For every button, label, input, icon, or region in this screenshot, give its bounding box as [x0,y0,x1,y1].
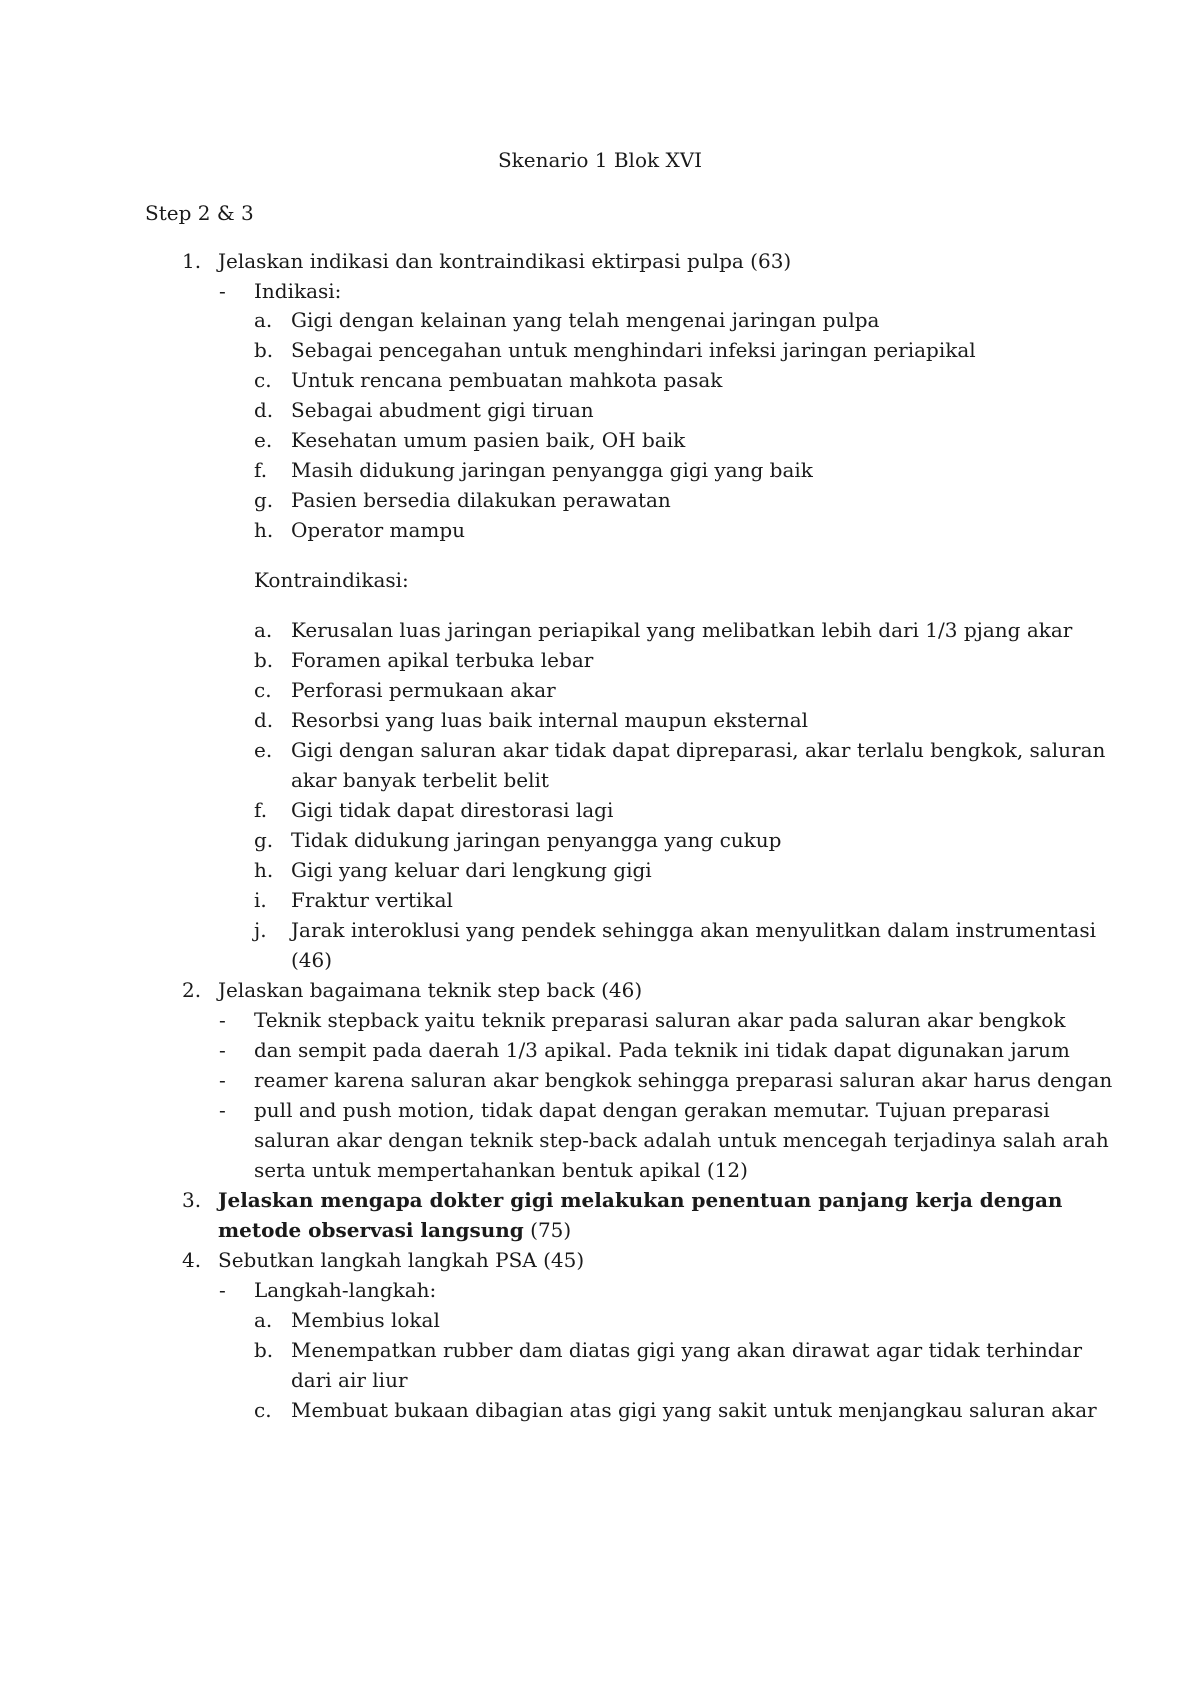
list-marker: b. [254,648,274,672]
list-marker: e. [254,738,273,762]
list-item: Perforasi permukaan akar [291,678,556,702]
list-marker: j. [254,918,267,942]
dash-marker: - [219,1098,226,1122]
list-item: Tidak didukung jaringan penyangga yang cukup [291,828,782,852]
q2-line-continuation: serta untuk mempertahankan bentuk apikal (12) [254,1158,748,1182]
list-item: Foramen apikal terbuka lebar [291,648,594,672]
step-heading: Step 2 & 3 [145,201,254,225]
list-item: Gigi dengan kelainan yang telah mengenai jaringan pulpa [291,308,880,332]
list-marker: g. [254,828,274,852]
list-item: Operator mampu [291,518,466,542]
list-item: Gigi tidak dapat direstorasi lagi [291,798,614,822]
list-marker: f. [254,458,268,482]
dash-marker: - [219,1278,226,1302]
list-item: Untuk rencana pembuatan mahkota pasak [291,368,723,392]
list-item: Gigi dengan saluran akar tidak dapat dipreparasi, akar terlalu bengkok, saluran [291,738,1106,762]
list-item: Membuat bukaan dibagian atas gigi yang sakit untuk menjangkau saluran akar [291,1398,1097,1422]
list-marker: h. [254,858,274,882]
list-item: Jarak interoklusi yang pendek sehingga akan menyulitkan dalam instrumentasi [291,918,1096,942]
q4-number: 4. [182,1248,202,1272]
langkah-label: Langkah-langkah: [254,1278,437,1302]
list-marker: d. [254,398,274,422]
list-marker: a. [254,618,273,642]
q3-text-bold-2: metode observasi langsung [218,1218,524,1242]
q2-line: pull and push motion, tidak dapat dengan gerakan memutar. Tujuan preparasi [254,1098,1050,1122]
list-marker: f. [254,798,268,822]
list-marker: a. [254,308,273,332]
list-marker: h. [254,518,274,542]
list-marker: e. [254,428,273,452]
list-item: Kesehatan umum pasien baik, OH baik [291,428,686,452]
kontraindikasi-label: Kontraindikasi: [254,568,409,592]
list-item: Masih didukung jaringan penyangga gigi yang baik [291,458,813,482]
dash-marker: - [219,1008,226,1032]
list-marker: a. [254,1308,273,1332]
list-marker: g. [254,488,274,512]
list-item: Resorbsi yang luas baik internal maupun eksternal [291,708,809,732]
list-item: Sebagai pencegahan untuk menghindari infeksi jaringan periapikal [291,338,976,362]
list-item: Pasien bersedia dilakukan perawatan [291,488,671,512]
list-marker: i. [254,888,267,912]
list-item-continuation: akar banyak terbelit belit [291,768,549,792]
list-marker: b. [254,338,274,362]
list-item: Kerusalan luas jaringan periapikal yang melibatkan lebih dari 1/3 pjang akar [291,618,1073,642]
dash-marker: - [219,1038,226,1062]
list-marker: c. [254,678,272,702]
q2-line: dan sempit pada daerah 1/3 apikal. Pada teknik ini tidak dapat digunakan jarum [254,1038,1070,1062]
list-item: Menempatkan rubber dam diatas gigi yang akan dirawat agar tidak terhindar [291,1338,1083,1362]
q2-line-continuation: saluran akar dengan teknik step-back adalah untuk mencegah terjadinya salah arah [254,1128,1109,1152]
q3-text-line2 [218,1214,571,1246]
list-item: Fraktur vertikal [291,888,453,912]
list-item: Sebagai abudment gigi tiruan [291,398,594,422]
q2-number: 2. [182,978,202,1002]
list-item-continuation: dari air liur [291,1368,408,1392]
list-marker: b. [254,1338,274,1362]
list-item: Membius lokal [291,1308,440,1332]
list-marker: d. [254,708,274,732]
q2-line: Teknik stepback yaitu teknik preparasi saluran akar pada saluran akar bengkok [254,1008,1066,1032]
list-item-continuation: (46) [291,948,333,972]
list-marker: c. [254,1398,272,1422]
indikasi-label: Indikasi: [254,279,342,303]
q4-text: Sebutkan langkah langkah PSA (45) [218,1248,585,1272]
q2-text: Jelaskan bagaimana teknik step back (46) [218,978,643,1002]
page-title: Skenario 1 Blok XVI [497,148,703,172]
q3-text-bold: Jelaskan mengapa dokter gigi melakukan penentuan panjang kerja dengan [218,1188,1063,1212]
dash-marker: - [219,279,226,303]
list-marker: c. [254,368,272,392]
q2-line: reamer karena saluran akar bengkok sehingga preparasi saluran akar harus dengan [254,1068,1113,1092]
q1-number: 1. [182,249,202,273]
q1-text: Jelaskan indikasi dan kontraindikasi ektirpasi pulpa (63) [218,249,792,273]
q3-text-tail: (75) [523,1218,572,1242]
list-item: Gigi yang keluar dari lengkung gigi [291,858,652,882]
dash-marker: - [219,1068,226,1092]
q3-number: 3. [182,1188,202,1212]
